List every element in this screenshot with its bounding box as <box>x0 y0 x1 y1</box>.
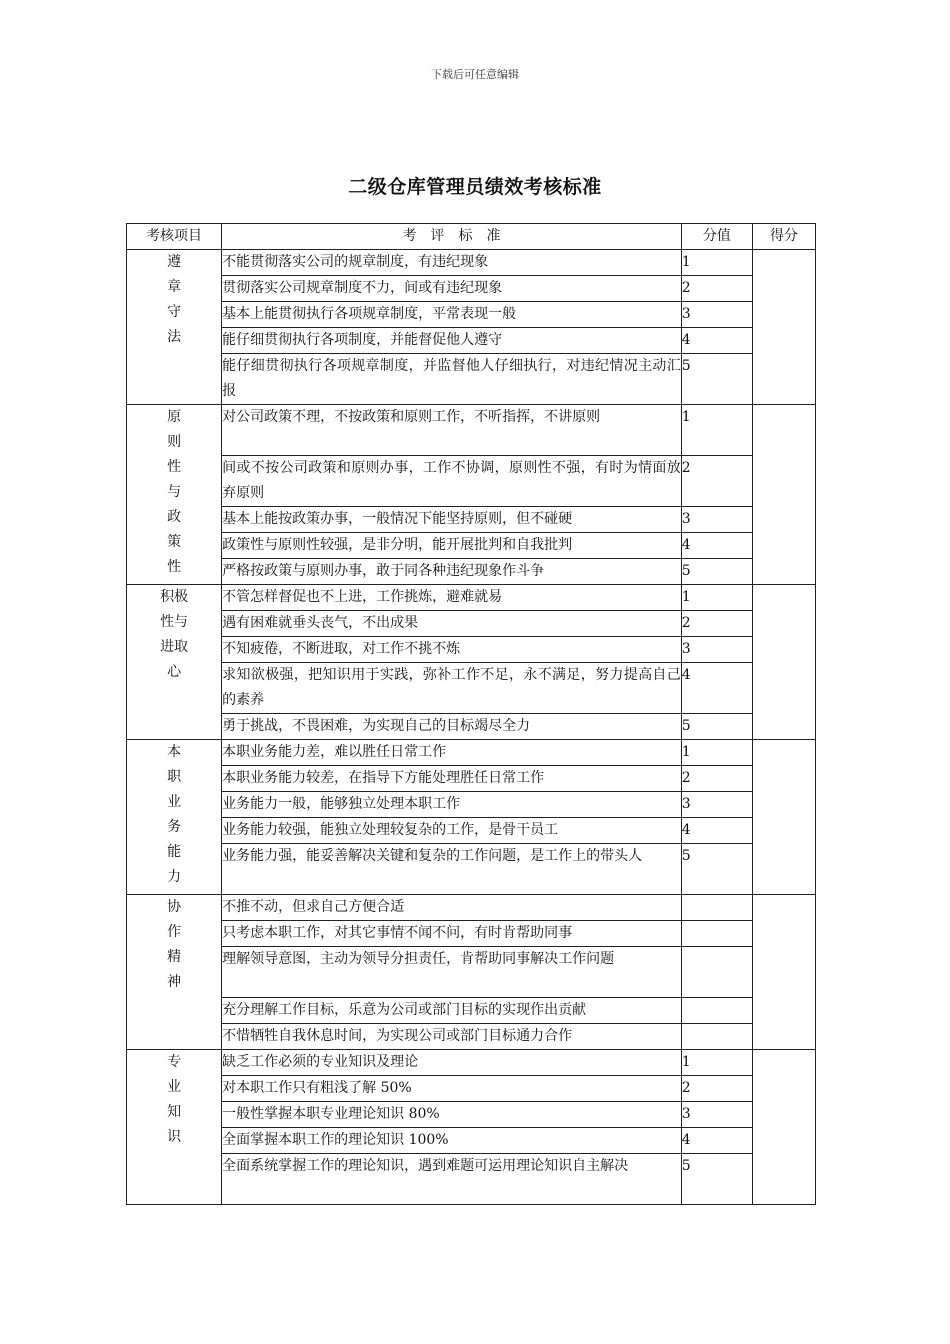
obtained-score-cell[interactable] <box>752 585 815 740</box>
table-header-row <box>127 224 816 250</box>
criteria-cell: 只考虑本职工作，对其它事情不闻不问，有时肯帮助同事 <box>222 921 682 947</box>
criteria-cell: 严格按政策与原则办事，敢于同各种违纪现象作斗争 <box>222 559 682 585</box>
score-cell <box>681 921 752 947</box>
score-cell: 2 <box>681 611 752 637</box>
score-cell: 4 <box>681 818 752 844</box>
document-title: 二级仓库管理员绩效考核标准 <box>348 176 602 198</box>
criteria-cell: 对本职工作只有粗浅了解 50% <box>222 1076 682 1102</box>
category-cell <box>127 250 222 405</box>
table-row <box>127 1050 816 1076</box>
criteria-cell: 本职业务能力差，难以胜任日常工作 <box>222 740 682 766</box>
score-cell <box>681 1024 752 1050</box>
criteria-cell: 求知欲极强，把知识用于实践，弥补工作不足，永不满足，努力提高自己的素养 <box>222 663 682 714</box>
criteria-cell: 业务能力强，能妥善解决关键和复杂的工作问题，是工作上的带头人 <box>222 844 682 895</box>
header-obtained: 得分 <box>752 224 815 250</box>
criteria-cell: 不推不动，但求自己方便合适 <box>222 895 682 921</box>
criteria-cell: 基本上能贯彻执行各项规章制度，平常表现一般 <box>222 302 682 328</box>
score-cell: 2 <box>681 1076 752 1102</box>
table-row <box>127 276 816 302</box>
score-cell: 1 <box>681 740 752 766</box>
header-criteria: 考 评 标 准 <box>222 224 682 250</box>
criteria-cell: 理解领导意图，主动为领导分担责任，肯帮助同事解决工作问题 <box>222 947 682 998</box>
score-cell: 2 <box>681 456 752 507</box>
category-label: 专业知识 <box>167 1054 182 1145</box>
table-row <box>127 766 816 792</box>
criteria-cell: 基本上能按政策办事，一般情况下能坚持原则，但不碰硬 <box>222 507 682 533</box>
table-row <box>127 895 816 921</box>
criteria-cell: 政策性与原则性较强，是非分明，能开展批判和自我批判 <box>222 533 682 559</box>
criteria-cell: 一般性掌握本职专业理论知识 80% <box>222 1102 682 1128</box>
score-cell: 1 <box>681 405 752 456</box>
score-cell: 2 <box>681 276 752 302</box>
score-cell: 5 <box>681 1154 752 1205</box>
criteria-cell: 对公司政策不理，不按政策和原则工作，不听指挥，不讲原则 <box>222 405 682 456</box>
category-cell <box>127 895 222 1050</box>
obtained-score-cell[interactable] <box>752 740 815 895</box>
criteria-cell: 不能贯彻落实公司的规章制度，有违纪现象 <box>222 250 682 276</box>
table-row <box>127 250 816 276</box>
criteria-cell: 不惜牺牲自我休息时间，为实现公司或部门目标通力合作 <box>222 1024 682 1050</box>
table-row <box>127 663 816 714</box>
criteria-cell: 全面掌握本职工作的理论知识 100% <box>222 1128 682 1154</box>
criteria-cell: 不管怎样督促也不上进，工作挑炼，避难就易 <box>222 585 682 611</box>
table-row <box>127 456 816 507</box>
table-row <box>127 1024 816 1050</box>
table-row <box>127 998 816 1024</box>
score-cell: 2 <box>681 766 752 792</box>
criteria-cell: 业务能力一般，能够独立处理本职工作 <box>222 792 682 818</box>
table-row <box>127 611 816 637</box>
score-cell: 5 <box>681 844 752 895</box>
score-cell: 1 <box>681 585 752 611</box>
criteria-cell: 勇于挑战，不畏困难，为实现自己的目标竭尽全力 <box>222 714 682 740</box>
score-cell: 1 <box>681 250 752 276</box>
score-cell: 4 <box>681 663 752 714</box>
table-row <box>127 921 816 947</box>
score-cell: 3 <box>681 1102 752 1128</box>
table-row <box>127 328 816 354</box>
score-cell: 4 <box>681 1128 752 1154</box>
header-note: 下载后可任意编辑 <box>431 68 519 81</box>
criteria-cell: 能仔细贯彻执行各项规章制度，并监督他人仔细执行，对违纪情况主动汇报 <box>222 354 682 405</box>
score-cell: 3 <box>681 792 752 818</box>
table-row <box>127 559 816 585</box>
category-cell <box>127 1050 222 1205</box>
criteria-cell: 充分理解工作目标，乐意为公司或部门目标的实现作出贡献 <box>222 998 682 1024</box>
score-cell: 4 <box>681 533 752 559</box>
table-row <box>127 533 816 559</box>
table-row <box>127 1102 816 1128</box>
score-cell: 5 <box>681 354 752 405</box>
category-label: 协作精神 <box>167 899 182 990</box>
table-row <box>127 507 816 533</box>
criteria-cell: 缺乏工作必须的专业知识及理论 <box>222 1050 682 1076</box>
table-row <box>127 714 816 740</box>
category-cell <box>127 405 222 585</box>
category-label: 遵章守法 <box>167 254 182 345</box>
score-cell: 3 <box>681 302 752 328</box>
criteria-cell: 贯彻落实公司规章制度不力，间或有违纪现象 <box>222 276 682 302</box>
score-cell <box>681 895 752 921</box>
table-row <box>127 637 816 663</box>
score-cell <box>681 998 752 1024</box>
criteria-cell: 遇有困难就垂头丧气，不出成果 <box>222 611 682 637</box>
score-cell <box>681 947 752 998</box>
table-row <box>127 818 816 844</box>
category-label: 积极性与进取心 <box>160 589 189 680</box>
criteria-cell: 全面系统掌握工作的理论知识，遇到难题可运用理论知识自主解决 <box>222 1154 682 1205</box>
table-row <box>127 740 816 766</box>
criteria-cell: 本职业务能力较差，在指导下方能处理胜任日常工作 <box>222 766 682 792</box>
header-category: 考核项目 <box>127 224 222 250</box>
score-cell: 3 <box>681 507 752 533</box>
category-cell <box>127 740 222 895</box>
score-cell: 4 <box>681 328 752 354</box>
category-label: 本职业务能力 <box>167 744 182 885</box>
criteria-cell: 能仔细贯彻执行各项制度，并能督促他人遵守 <box>222 328 682 354</box>
table-row <box>127 585 816 611</box>
table-row <box>127 1128 816 1154</box>
criteria-cell: 不知疲倦，不断进取，对工作不挑不炼 <box>222 637 682 663</box>
criteria-cell: 业务能力较强，能独立处理较复杂的工作，是骨干员工 <box>222 818 682 844</box>
obtained-score-cell[interactable] <box>752 250 815 405</box>
evaluation-table <box>126 223 816 1205</box>
table-row <box>127 947 816 998</box>
table-row <box>127 405 816 456</box>
obtained-score-cell[interactable] <box>752 405 815 585</box>
score-cell: 3 <box>681 637 752 663</box>
score-cell: 5 <box>681 714 752 740</box>
table-row <box>127 792 816 818</box>
obtained-score-cell[interactable] <box>752 1050 815 1205</box>
header-score: 分值 <box>681 224 752 250</box>
score-cell: 1 <box>681 1050 752 1076</box>
obtained-score-cell[interactable] <box>752 895 815 1050</box>
category-cell <box>127 585 222 740</box>
table-row <box>127 1154 816 1205</box>
table-row <box>127 302 816 328</box>
table-row <box>127 1076 816 1102</box>
category-label: 原则性与政策性 <box>167 409 182 575</box>
table-row <box>127 354 816 405</box>
criteria-cell: 间或不按公司政策和原则办事，工作不协调，原则性不强，有时为情面放弃原则 <box>222 456 682 507</box>
table-row <box>127 844 816 895</box>
score-cell: 5 <box>681 559 752 585</box>
